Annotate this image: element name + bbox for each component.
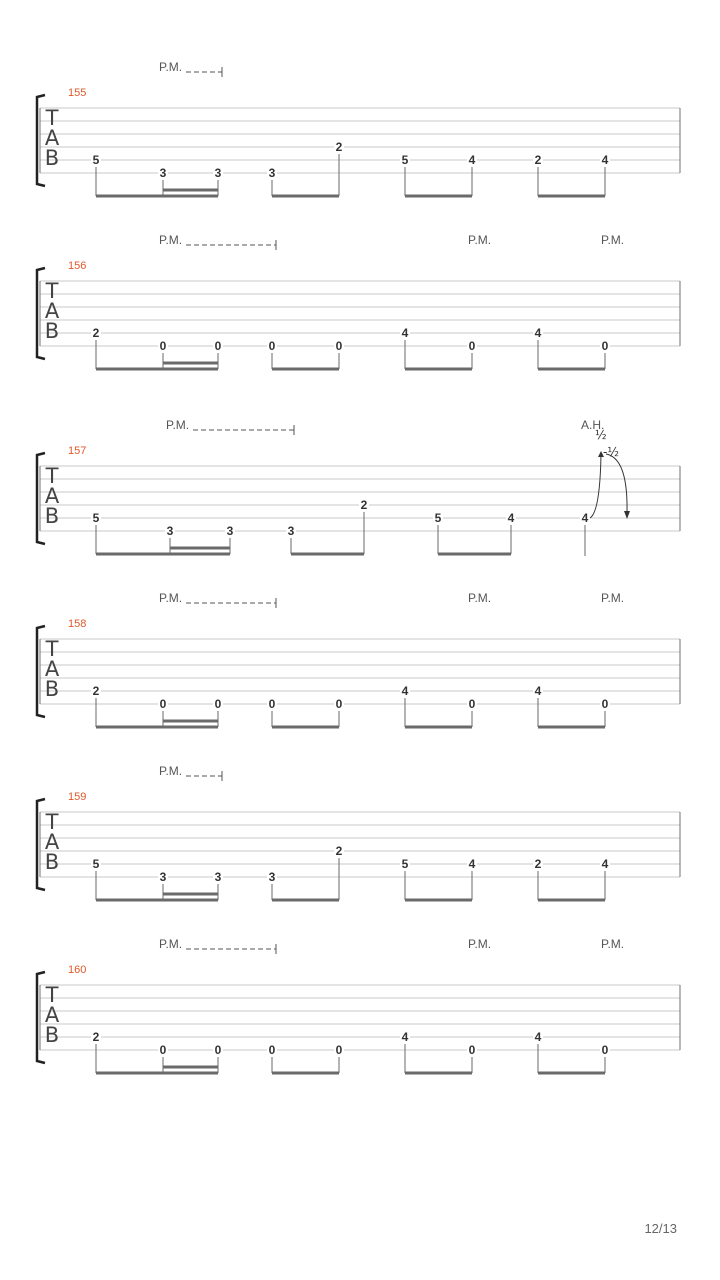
fret-number: 4 bbox=[401, 326, 409, 340]
fret-number: 2 bbox=[92, 1030, 100, 1044]
fret-number: 3 bbox=[268, 166, 276, 180]
fret-number: 4 bbox=[468, 857, 476, 871]
fret-number: 5 bbox=[401, 153, 409, 167]
palm-mute-label: P.M. bbox=[159, 233, 183, 247]
fret-number: 2 bbox=[534, 153, 542, 167]
fret-number: 3 bbox=[214, 166, 222, 180]
fret-number: 3 bbox=[268, 870, 276, 884]
tab-clef-letter: T bbox=[45, 810, 59, 834]
fret-number: 0 bbox=[159, 339, 167, 353]
system-bracket bbox=[37, 268, 45, 359]
fret-number: 4 bbox=[401, 684, 409, 698]
fret-number: 3 bbox=[159, 870, 167, 884]
palm-mute-label: P.M. bbox=[159, 60, 183, 74]
measure-number: 156 bbox=[68, 260, 87, 272]
system-bracket bbox=[37, 799, 45, 890]
fret-number: 3 bbox=[226, 524, 234, 538]
tab-clef-letter: B bbox=[44, 504, 60, 528]
release-amount-label: -½ bbox=[603, 445, 619, 459]
tab-clef-letter: A bbox=[44, 299, 60, 323]
tab-clef-letter: B bbox=[44, 319, 60, 343]
fret-number: 3 bbox=[214, 870, 222, 884]
bend-curve bbox=[590, 454, 601, 518]
fret-number: 4 bbox=[581, 511, 589, 525]
system-bracket bbox=[37, 626, 45, 717]
fret-number: 3 bbox=[287, 524, 295, 538]
fret-number: 4 bbox=[601, 857, 609, 871]
palm-mute-label: P.M. bbox=[468, 937, 492, 951]
palm-mute-label: P.M. bbox=[601, 233, 625, 247]
tab-clef-letter: A bbox=[44, 126, 60, 150]
fret-number: 0 bbox=[335, 1043, 343, 1057]
fret-number: 2 bbox=[335, 844, 343, 858]
artificial-harmonic-label: A.H. bbox=[581, 418, 605, 432]
tab-system bbox=[37, 764, 680, 900]
tab-clef-letter: A bbox=[44, 657, 60, 681]
fret-number: 3 bbox=[166, 524, 174, 538]
tab-system bbox=[37, 418, 680, 556]
measure-number: 158 bbox=[68, 618, 87, 630]
tab-clef-letter: B bbox=[44, 1023, 60, 1047]
tab-clef-letter: A bbox=[44, 1003, 60, 1027]
page-number: 12/13 bbox=[644, 1221, 677, 1236]
fret-number: 4 bbox=[468, 153, 476, 167]
fret-number: 2 bbox=[335, 140, 343, 154]
system-bracket bbox=[37, 453, 45, 544]
fret-number: 5 bbox=[401, 857, 409, 871]
tab-clef-letter: T bbox=[45, 106, 59, 130]
palm-mute-label: P.M. bbox=[166, 418, 190, 432]
fret-number: 5 bbox=[434, 511, 442, 525]
tab-system bbox=[37, 937, 680, 1073]
fret-number: 0 bbox=[335, 697, 343, 711]
fret-number: 0 bbox=[268, 697, 276, 711]
fret-number: 0 bbox=[601, 339, 609, 353]
fret-number: 5 bbox=[92, 153, 100, 167]
fret-number: 0 bbox=[159, 697, 167, 711]
fret-number: 2 bbox=[360, 498, 368, 512]
fret-number: 0 bbox=[468, 697, 476, 711]
system-bracket bbox=[37, 95, 45, 186]
tab-system bbox=[37, 233, 680, 369]
palm-mute-label: P.M. bbox=[468, 233, 492, 247]
fret-number: 4 bbox=[507, 511, 515, 525]
measure-number: 159 bbox=[68, 791, 87, 803]
palm-mute-label: P.M. bbox=[601, 591, 625, 605]
palm-mute-label: P.M. bbox=[159, 937, 183, 951]
fret-number: 0 bbox=[268, 1043, 276, 1057]
tab-clef-letter: T bbox=[45, 279, 59, 303]
measure-number: 157 bbox=[68, 445, 87, 457]
palm-mute-label: P.M. bbox=[468, 591, 492, 605]
tab-clef-letter: B bbox=[44, 850, 60, 874]
tab-clef-letter: T bbox=[45, 464, 59, 488]
fret-number: 0 bbox=[601, 697, 609, 711]
fret-number: 4 bbox=[534, 326, 542, 340]
fret-number: 4 bbox=[401, 1030, 409, 1044]
fret-number: 0 bbox=[268, 339, 276, 353]
system-bracket bbox=[37, 972, 45, 1063]
fret-number: 3 bbox=[159, 166, 167, 180]
fret-number: 0 bbox=[468, 339, 476, 353]
tab-clef-letter: T bbox=[45, 983, 59, 1007]
tab-clef-letter: B bbox=[44, 146, 60, 170]
tab-clef-letter: A bbox=[44, 484, 60, 508]
tab-clef-letter: A bbox=[44, 830, 60, 854]
tab-clef-letter: B bbox=[44, 677, 60, 701]
fret-number: 2 bbox=[534, 857, 542, 871]
fret-number: 2 bbox=[92, 684, 100, 698]
palm-mute-label: P.M. bbox=[159, 764, 183, 778]
tab-system bbox=[37, 60, 680, 196]
fret-number: 0 bbox=[214, 697, 222, 711]
palm-mute-label: P.M. bbox=[159, 591, 183, 605]
bend-amount-label: ½ bbox=[595, 428, 607, 442]
fret-number: 0 bbox=[601, 1043, 609, 1057]
release-curve bbox=[606, 454, 627, 512]
measure-number: 160 bbox=[68, 964, 87, 976]
tab-clef-letter: T bbox=[45, 637, 59, 661]
fret-number: 5 bbox=[92, 511, 100, 525]
fret-number: 4 bbox=[534, 684, 542, 698]
fret-number: 5 bbox=[92, 857, 100, 871]
fret-number: 0 bbox=[335, 339, 343, 353]
fret-number: 0 bbox=[214, 339, 222, 353]
measure-number: 155 bbox=[68, 87, 87, 99]
palm-mute-label: P.M. bbox=[601, 937, 625, 951]
fret-number: 0 bbox=[214, 1043, 222, 1057]
fret-number: 2 bbox=[92, 326, 100, 340]
fret-number: 4 bbox=[601, 153, 609, 167]
fret-number: 0 bbox=[468, 1043, 476, 1057]
tab-system bbox=[37, 591, 680, 727]
fret-number: 4 bbox=[534, 1030, 542, 1044]
fret-number: 0 bbox=[159, 1043, 167, 1057]
